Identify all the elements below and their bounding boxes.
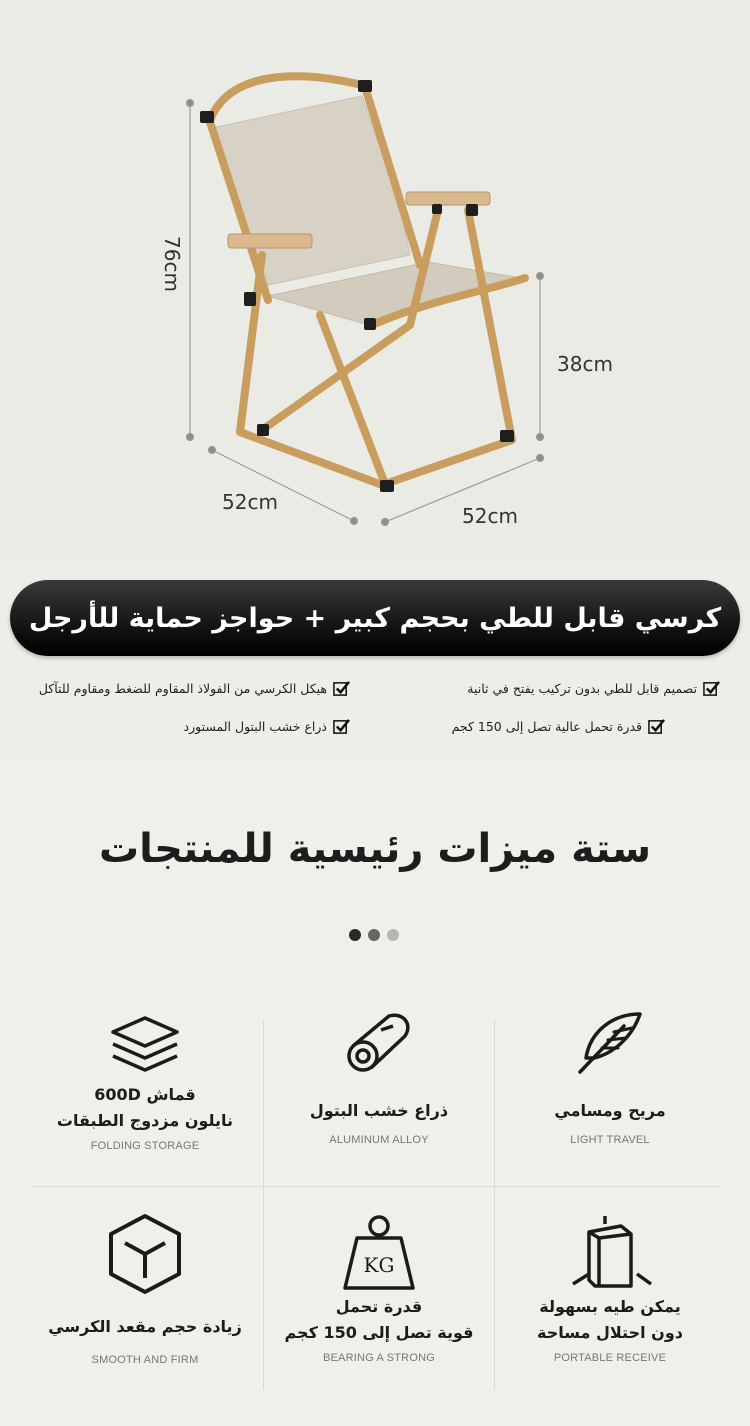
pagination-dot[interactable]: [368, 929, 380, 941]
feature-checklist: [0, 676, 750, 746]
feature-subtitle: ALUMINUM ALLOY: [329, 1134, 429, 1146]
width-dimension-label: 52cm: [222, 490, 278, 514]
feature-card-light-travel: [495, 1008, 725, 1146]
feature-text: هيكل الكرسي من الفولاذ المقاوم للضغط ومقاوم للتآكل: [38, 681, 327, 696]
feature-card-smooth-firm: [30, 1212, 260, 1366]
feature-text: تصميم قابل للطي بدون تركيب يفتح في ثانية: [467, 681, 697, 696]
feature-subtitle: BEARING A STRONG: [322, 1352, 435, 1364]
height-dimension-label: 76cm: [160, 236, 184, 292]
layers-icon: [107, 1012, 183, 1076]
section-title: ستة ميزات رئيسية للمنتجات: [98, 826, 652, 872]
feature-item: [452, 718, 665, 735]
feature-label-line2: نايلون مزدوج الطبقات: [56, 1111, 234, 1130]
feature-label-line1: قماش 600D: [94, 1085, 196, 1104]
feature-text: قدرة تحمل عالية تصل إلى 150 كجم: [451, 719, 642, 734]
kg-weight-icon: [339, 1212, 419, 1292]
feature-item: [184, 718, 350, 735]
checkbox-icon: [333, 680, 350, 697]
feature-label: زيادة حجم مقعد الكرسي: [48, 1317, 242, 1336]
kg-text: KG: [363, 1253, 395, 1277]
feature-label-line1: قدرة تحمل: [335, 1297, 423, 1316]
pagination-dot[interactable]: [349, 929, 361, 941]
box-icon: [565, 1212, 655, 1292]
depth-dimension-label: 52cm: [462, 504, 518, 528]
feature-item: [467, 680, 720, 697]
feature-subtitle: SMOOTH AND FIRM: [91, 1354, 199, 1366]
feature-card-aluminum-alloy: [264, 1008, 494, 1146]
feather-icon: [572, 1008, 648, 1076]
product-hero: [0, 0, 750, 560]
feature-card-portable-receive: [495, 1212, 725, 1364]
checkbox-icon: [703, 680, 720, 697]
carousel-pagination: [349, 929, 399, 941]
feature-subtitle: FOLDING STORAGE: [90, 1140, 200, 1152]
pagination-dot[interactable]: [387, 929, 399, 941]
cube-icon: [105, 1212, 185, 1296]
feature-label: مريح ومسامي: [554, 1101, 666, 1120]
checkbox-icon: [333, 718, 350, 735]
grid-divider: [30, 1186, 720, 1187]
feature-label-line2: دون احتلال مساحة: [537, 1323, 683, 1342]
feature-label-line1: يمكن طيه بسهولة: [539, 1297, 681, 1316]
feature-subtitle: PORTABLE RECEIVE: [553, 1352, 667, 1364]
feature-card-folding-storage: [30, 1012, 260, 1152]
wood-log-icon: [341, 1008, 417, 1076]
seat-height-dimension-label: 38cm: [557, 352, 613, 376]
checkbox-icon: [648, 718, 665, 735]
feature-label: ذراع خشب البتول: [309, 1101, 449, 1120]
folding-chair-image: [0, 0, 750, 560]
feature-item: [39, 680, 350, 697]
feature-card-bearing-strong: [264, 1212, 494, 1364]
product-title: كرسي قابل للطي بحجم كبير + حواجز حماية للأرجل: [28, 602, 722, 634]
feature-text: ذراع خشب البتول المستورد: [183, 719, 327, 734]
feature-subtitle: LIGHT TRAVEL: [570, 1134, 650, 1146]
product-title-banner: [10, 580, 740, 656]
feature-label-line2: قوية تصل إلى 150 كجم: [284, 1323, 474, 1342]
